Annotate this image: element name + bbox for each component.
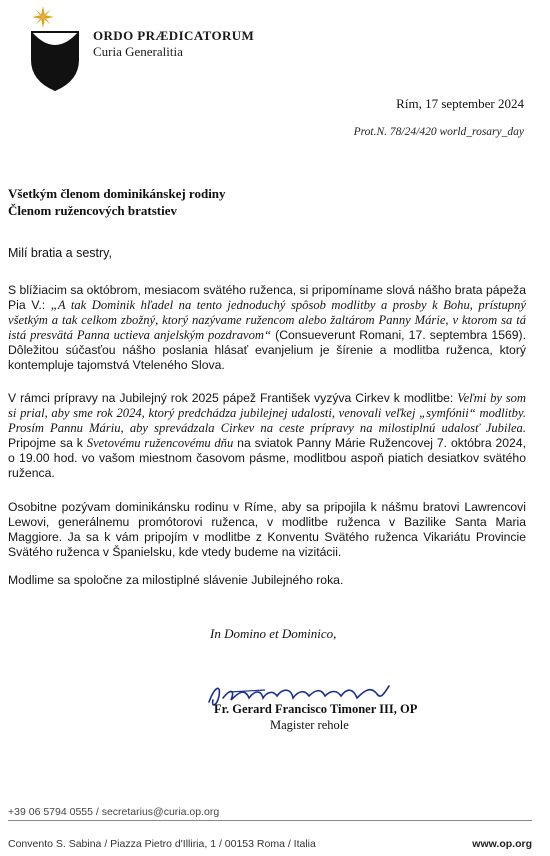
paragraph-1-rest: (Consueverunt Romani, 17. septembra 1569). Dôležitou súčasťou nášho poslania hlásať evanjelium je šírenie a modlitba ruženca, ktorý kontempluje tajomstvá Vteleného Slova. (8, 328, 526, 372)
org-name: ORDO PRÆDICATORUM (93, 28, 255, 43)
signer-name: Fr. Gerard Francisco Timoner III, OP (214, 702, 418, 716)
paragraph-2-day: Svetovému ružencovému dňu (86, 436, 234, 450)
salutation: Milí bratia a sestry, (8, 246, 112, 260)
footer-contact: +39 06 5794 0555 / secretarius@curia.op.org (8, 806, 220, 818)
paragraph-2 (8, 391, 526, 481)
order-logo (20, 4, 255, 94)
letter-date: Rím, 17 september 2024 (396, 96, 524, 111)
paragraph-2-rest: na sviatok Panny Márie Ružencovej 7. októbra 2024, o 19.00 hod. vo vašom miestnom časovom pásme, modlitbou aspoň piatich desiatkov svätého ruženca. (8, 436, 526, 480)
addressee-line-2: Členom ružencových bratstiev (8, 203, 177, 218)
paragraph-2-quote: Veľmi by som si prial, aby sme rok 2024, ktorý predchádza jubilejnej udalosti, venovali veľkej „symfónii“ modlitby. Prosím Pannu Máriu, aby sprevádzala Cirkev na ceste prípravy na milostiplnú udalosť Jubilea. (8, 391, 526, 435)
protocol-number: Prot.N. 78/24/420 world_rosary_day (353, 126, 524, 138)
closing: In Domino et Dominico, (210, 626, 337, 641)
footer-address: Convento S. Sabina / Piazza Pietro d'Illiria, 1 / 00153 Roma / Italia (8, 838, 316, 850)
paragraph-2-intro: V rámci prípravy na Jubilejný rok 2025 pápež František vyzýva Cirkev k modlitbe: (8, 391, 458, 405)
shield-icon (30, 30, 80, 92)
paragraph-1-quote: „A tak Dominik hľadel na tento jednoduchý spôsob modlitby a prosby k Bohu, prístupný všetkým a tak celkom zbožný, ktorý nazývame ružencom alebo žaltárom Panny Márie, v ktorom sa tá istá presvätá Panna uctieva anjelským pozdravom“ (8, 298, 526, 342)
signer-title: Magister rehole (270, 718, 349, 732)
org-subtitle: Curia Generalitia (93, 44, 183, 59)
paragraph-2-join: Pripojme sa k (8, 436, 87, 450)
paragraph-1 (8, 283, 526, 373)
paragraph-4: Modlime sa spoločne za milostiplné slávenie Jubilejného roka. (8, 573, 344, 587)
addressee-block (8, 185, 226, 219)
footer-website-link[interactable]: www.op.org (472, 838, 532, 850)
footer-divider (8, 820, 532, 821)
paragraph-3: Osobitne pozývam dominikánsku rodinu v Ríme, aby sa pripojila k nášmu bratovi Lawrencovi Lewovi, generálnemu promótorovi ruženca, v modlitbe ruženca v Bazilike Santa Maria Maggiore. Ja sa k vám pripojím v modlitbe z Konventu Svätého ruženca Vikariátu Provincie Svätého ruženca v Španielsku, kde vtedy budeme na vizitácii. (8, 500, 526, 559)
addressee-line-1: Všetkým členom dominikánskej rodiny (8, 186, 226, 201)
star-icon (32, 6, 54, 28)
paragraph-1-intro: S blížiacim sa októbrom, mesiacom svätého ruženca, si pripomíname slová nášho brata pápeža Pia V.: (8, 283, 526, 312)
